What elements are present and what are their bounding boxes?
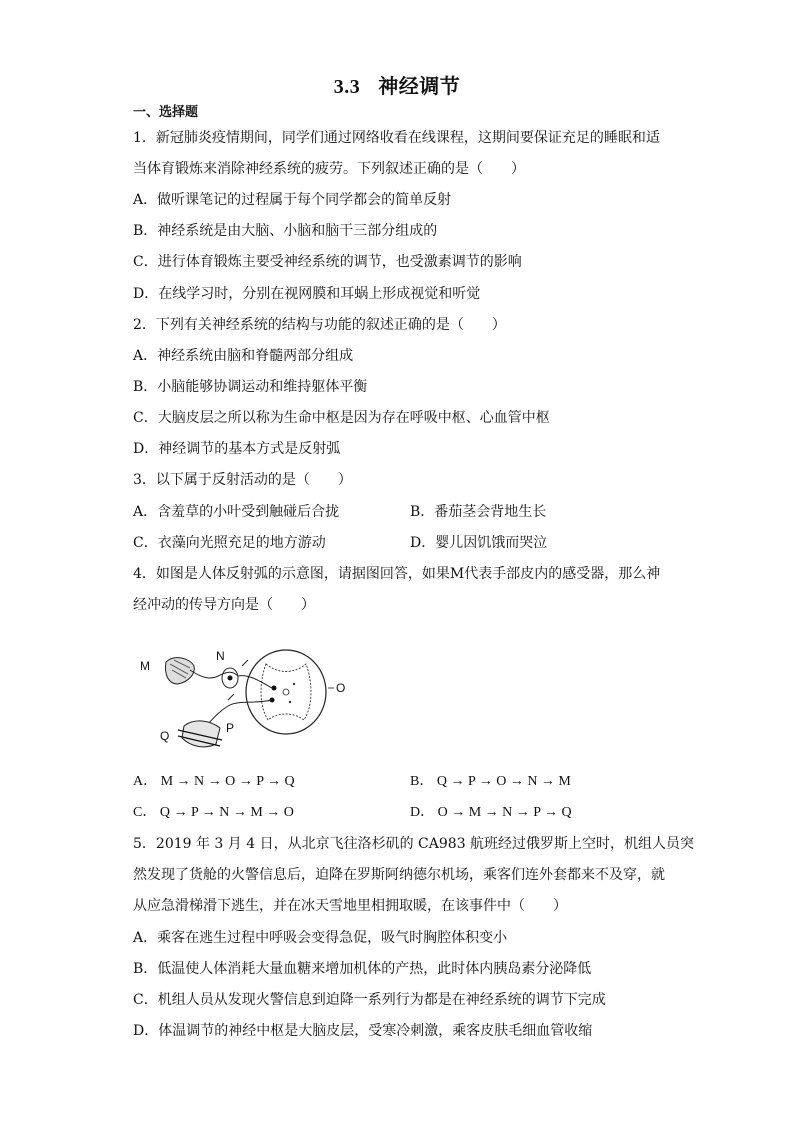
label-m: M [140, 659, 150, 673]
effector-muscle-q [178, 721, 222, 747]
q2-option-a: A．神经系统由脑和脊髓两部分组成 [133, 348, 354, 364]
label-q: Q [160, 729, 170, 743]
q1-option-d: D．在线学习时，分别在视网膜和耳蜗上形成视觉和听觉 [133, 286, 481, 302]
q1-stem-line1: 1．新冠肺炎疫情期间，同学们通过网络收看在线课程，这期间要保证充足的睡眠和适 [133, 130, 660, 146]
spinal-cord [246, 650, 326, 734]
q5-stem-line2: 然发现了货舱的火警信息后，迫降在罗斯阿纳德尔机场，乘客们连外套都来不及穿，就 [133, 867, 665, 883]
q4-stem-line2: 经冲动的传导方向是（ ） [133, 597, 315, 613]
reflex-arc-diagram [138, 640, 358, 760]
q5-option-c: C．机组人员从发现火警信息到迫降一系列行为都是在神经系统的调节下完成 [133, 992, 606, 1008]
q3-option-b: B．番茄茎会背地生长 [410, 504, 547, 520]
title-text: 神经调节 [378, 74, 461, 98]
q3-option-a: A．含羞草的小叶受到触碰后合拢 [133, 504, 340, 520]
section-heading: 一、选择题 [133, 105, 199, 120]
q3-option-d: D．婴儿因饥饿而哭泣 [410, 535, 548, 551]
q1-option-b: B．神经系统是由大脑、小脑和脑干三部分组成的 [133, 223, 438, 239]
q2-stem: 2．下列有关神经系统的结构与功能的叙述正确的是（ ） [133, 317, 506, 333]
q5-option-b: B．低温使人体消耗大量血糖来增加机体的产热，此时体内胰岛素分泌降低 [133, 961, 592, 977]
q4-option-a: A． M → N → O → P → Q [133, 774, 295, 789]
q3-stem: 3．以下属于反射活动的是（ ） [133, 472, 352, 488]
title-number: 3.3 [333, 76, 361, 98]
q4-option-d: D． O → M → N → P → Q [410, 805, 572, 820]
q2-option-d: D．神经调节的基本方式是反射弧 [133, 441, 341, 457]
q1-option-a: A．做听课笔记的过程属于每个同学都会的简单反射 [133, 192, 452, 208]
q2-option-b: B．小脑能够协调运动和维持躯体平衡 [133, 379, 368, 395]
q4-option-b: B． Q → P → O → N → M [410, 774, 571, 789]
page-title [0, 70, 794, 99]
q5-option-d: D．体温调节的神经中枢是大脑皮层，受寒冷刺激，乘客皮肤毛细血管收缩 [133, 1023, 593, 1039]
q5-stem-line1: 5．2019 年 3 月 4 日，从北京飞往洛杉矶的 CA983 航班经过俄罗斯上空时，机组人员突 [133, 836, 695, 852]
q3-option-c: C．衣藻向光照充足的地方游动 [133, 535, 326, 551]
q4-option-c: C． Q → P → N → M → O [133, 805, 294, 820]
q2-option-c: C．大脑皮层之所以称为生命中枢是因为存在呼吸中枢、心血管中枢 [133, 410, 550, 426]
q4-stem-line1: 4．如图是人体反射弧的示意图，请据图回答，如果M代表手部皮内的感受器，那么神 [133, 566, 661, 582]
q1-option-c: C．进行体育锻炼主要受神经系统的调节，也受激素调节的影响 [133, 254, 522, 270]
label-n: N [216, 649, 225, 663]
label-o: O [336, 681, 346, 695]
q1-stem-line2: 当体育锻炼来消除神经系统的疲劳。下列叙述正确的是（ ） [133, 161, 525, 177]
q5-stem-line3: 从应急滑梯滑下逃生，并在冰天雪地里相拥取暖，在该事件中（ ） [133, 898, 567, 914]
label-p: P [226, 721, 235, 735]
q5-option-a: A．乘客在逃生过程中呼吸会变得急促，吸气时胸腔体积变小 [133, 930, 508, 946]
receptor-skin-m [166, 658, 195, 684]
